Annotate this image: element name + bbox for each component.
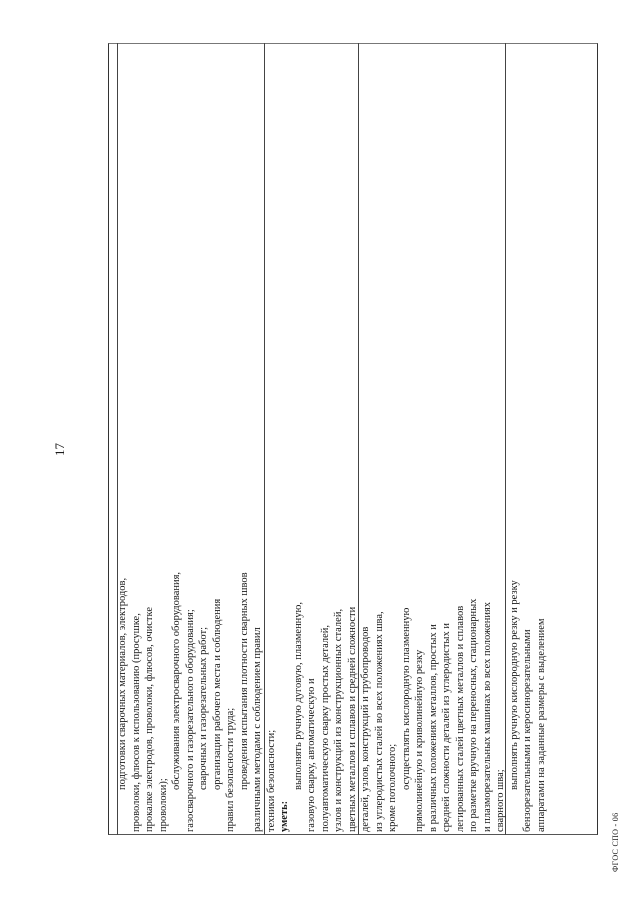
text-line: газовую сварку, автоматическую и	[306, 678, 317, 832]
text-line: средней сложности деталей из углеродистых и	[441, 623, 452, 832]
text-line: легированных сталей цветных металлов и сплавов	[454, 605, 466, 832]
text-line: узлов и конструкций из конструкционных сталей,	[333, 608, 344, 832]
text-line: из углеродистых сталей во всех положениях шва,	[373, 611, 385, 832]
text-line: организации рабочего места и соблюдения	[211, 598, 223, 790]
text-line: аппаратами на заданные размеры с выделением	[535, 618, 547, 832]
text-line: по разметке вручную на переносных, стационарных	[468, 598, 479, 832]
text-line: сварочных и газорезательных работ;	[198, 626, 209, 790]
text-line: проволоки);	[157, 778, 169, 832]
text-line: кроме потолочного;	[387, 743, 398, 832]
text-line: различными методами с соблюдением правил	[252, 627, 263, 832]
text-line: правил безопасности труда;	[225, 707, 236, 832]
text-line: и плазморезательных машинах во всех положениях	[481, 601, 493, 832]
footer-code: ФГОС СПО - 06	[611, 812, 620, 872]
text-line: уметь:	[279, 800, 290, 832]
text-line: цветных металлов и сплавов и средней сложности	[346, 606, 358, 832]
text-line: прямолинейную и криволинейную резку	[414, 649, 425, 832]
text-line: деталей, узлов, конструкций и трубопроводов	[360, 626, 371, 832]
page-number: 17	[52, 443, 67, 456]
text-line: в различных положениях металлов, простых и	[427, 624, 439, 832]
text-line: выполнять ручную дуговую, плазменную,	[292, 601, 304, 790]
text-line: сварного шва;	[495, 769, 506, 832]
text-line: прокалке электродов, проволоки, флюсов, очистке	[144, 606, 155, 832]
text-line: полуавтоматическую сварку простых деталей,	[319, 624, 331, 832]
competency-text-cell	[116, 402, 548, 832]
text-line: проволоки, флюсов к использованию (просушке,	[130, 613, 142, 832]
text-line: бензорезательными и керосинорезательными	[522, 629, 533, 832]
text-line: выполнять ручную кислородную резку и резку	[508, 580, 520, 790]
text-line: подготовки сварочных материалов, электродов,	[117, 577, 128, 790]
text-line: техники безопасности;	[265, 729, 277, 832]
text-line: осуществлять кислородную плазменную	[400, 607, 412, 790]
text-line: газосварочного и газорезательного оборудования;	[184, 609, 196, 832]
text-line: обслуживания электросварочного оборудования,	[171, 571, 182, 790]
text-line: проведения испытания плотности сварных швов	[238, 572, 250, 790]
